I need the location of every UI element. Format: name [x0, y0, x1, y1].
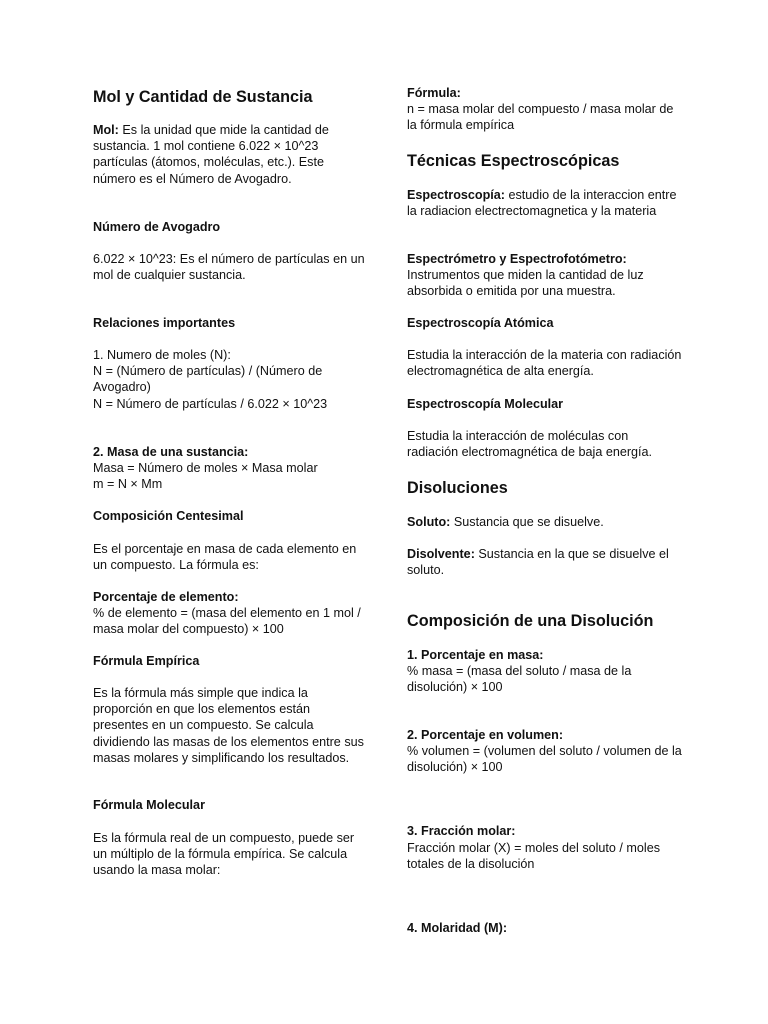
atomica-heading: Espectroscopía Atómica	[407, 316, 554, 330]
atomica-text: Estudia la interacción de la materia con radiación electromagnética de alta energía.	[407, 348, 682, 379]
espectrometro-heading: Espectrómetro y Espectrofotómetro:	[407, 252, 627, 266]
title-tecnicas: Técnicas Espectroscópicas	[407, 152, 620, 170]
molecular-heading: Espectroscopía Molecular	[407, 397, 564, 411]
empirica-heading: Fórmula Empírica	[93, 654, 200, 668]
formula-molecular-text: Es la fórmula real de un compuesto, puede ser un múltiplo de la fórmula empírica. Se calcula usando la masa molar:	[93, 831, 355, 878]
fraccion-molar-heading: 3. Fracción molar:	[407, 824, 516, 838]
mol-definition	[93, 122, 368, 187]
centesimal-heading: Composición Centesimal	[93, 509, 244, 523]
relaciones-line-3: N = Número de partículas / 6.022 × 10^23	[93, 397, 328, 411]
espectroscopia-label: Espectroscopía:	[407, 188, 505, 202]
soluto-definition	[407, 514, 682, 530]
title-composicion-disolucion: Composición de una Disolución	[407, 612, 654, 630]
porcentaje-volumen-heading: 2. Porcentaje en volumen:	[407, 728, 564, 742]
espectroscopia-text: estudio de la interaccion entre la radiacion electrectomagnetica y la materia	[407, 188, 677, 219]
disolvente-definition	[407, 546, 682, 578]
avogadro-text: 6.022 × 10^23: Es el número de partículas en un mol de cualquier sustancia.	[93, 252, 365, 283]
masa-line-2: m = N × Mm	[93, 477, 163, 491]
relaciones-line-1: 1. Numero de moles (N):	[93, 348, 231, 362]
porcentaje-volumen-text: % volumen = (volumen del soluto / volumen de la disolución) × 100	[407, 744, 682, 775]
porcentaje-text: % de elemento = (masa del elemento en 1 mol / masa molar del compuesto) × 100	[93, 606, 361, 637]
formula-text: n = masa molar del compuesto / masa molar de la fórmula empírica	[407, 102, 674, 133]
disolvente-text: Sustancia en la que se disuelve el soluto.	[407, 547, 669, 578]
molaridad-heading: 4. Molaridad (M):	[407, 921, 508, 935]
fraccion-molar-text: Fracción molar (X) = moles del soluto / moles totales de la disolución	[407, 841, 661, 872]
empirica-text: Es la fórmula más simple que indica la proporción en que los elementos están presentes en un compuesto. Se calcula dividiendo las masas de los elementos entre sus masas molares y simplificando los resultados.	[93, 686, 364, 765]
espectroscopia-definition	[407, 187, 682, 219]
relaciones-heading: Relaciones importantes	[93, 316, 236, 330]
formula-molecular-heading: Fórmula Molecular	[93, 798, 205, 812]
espectrometro-text: Instrumentos que miden la cantidad de luz absorbida o emitida por una muestra.	[407, 268, 644, 299]
molecular-text: Estudia la interacción de moléculas con radiación electromagnética de baja energía.	[407, 429, 653, 460]
relaciones-line-2: N = (Número de partículas) / (Número de Avogadro)	[93, 364, 323, 395]
porcentaje-masa-text: % masa = (masa del soluto / masa de la disolución) × 100	[407, 664, 632, 695]
centesimal-text: Es el porcentaje en masa de cada elemento en un compuesto. La fórmula es:	[93, 542, 357, 573]
disolvente-label: Disolvente:	[407, 547, 475, 561]
masa-heading: 2. Masa de una sustancia:	[93, 445, 249, 459]
formula-heading: Fórmula:	[407, 86, 461, 100]
title-disoluciones: Disoluciones	[407, 479, 508, 497]
porcentaje-masa-heading: 1. Porcentaje en masa:	[407, 648, 544, 662]
soluto-text: Sustancia que se disuelve.	[450, 515, 604, 529]
masa-line-1: Masa = Número de moles × Masa molar	[93, 461, 318, 475]
mol-label: Mol:	[93, 123, 119, 137]
title-mol-cantidad: Mol y Cantidad de Sustancia	[93, 88, 313, 106]
porcentaje-heading: Porcentaje de elemento:	[93, 590, 239, 604]
avogadro-heading: Número de Avogadro	[93, 220, 221, 234]
soluto-label: Soluto:	[407, 515, 451, 529]
mol-text: Es la unidad que mide la cantidad de sustancia. 1 mol contiene 6.022 × 10^23 partículas (átomos, moléculas, etc.). Este número es el Número de Avogadro.	[93, 123, 329, 186]
